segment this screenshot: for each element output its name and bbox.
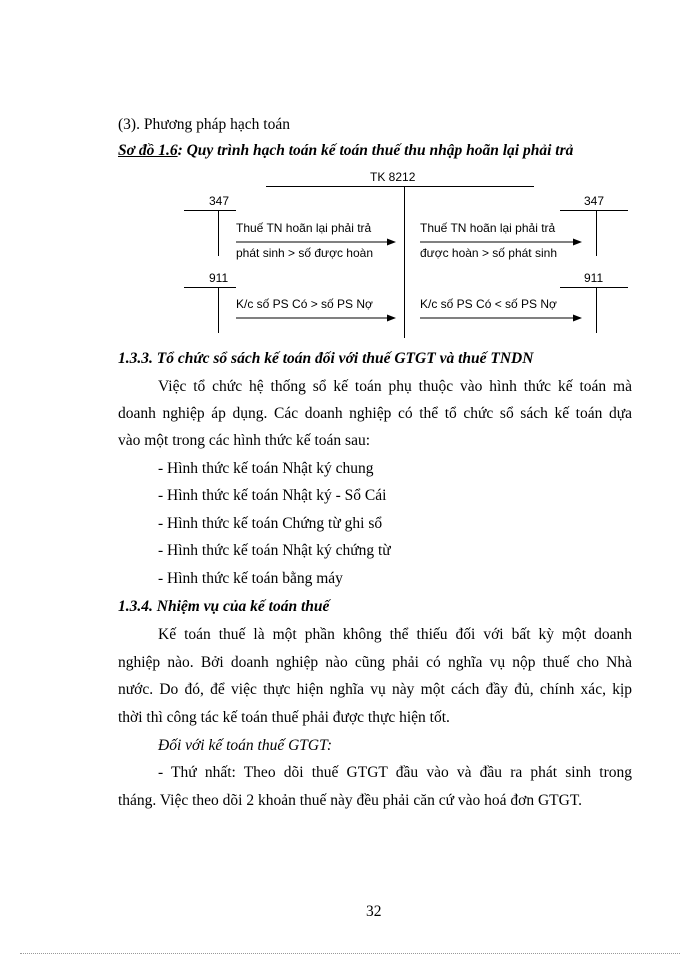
right-top-account-label: 347 bbox=[584, 194, 605, 208]
arrow-left-bottom-head bbox=[387, 315, 396, 322]
para-134-line2: nghiệp nào. Bởi doanh nghiệp nào cũng phải có nghĩa vụ nộp thuế cho Nhà bbox=[118, 654, 632, 671]
bullet-item: - Hình thức kế toán Chứng từ ghi sổ bbox=[158, 515, 383, 532]
para-134-line3: nước. Do đó, để việc thực hiện nghĩa vụ này một cách đầy đủ, chính xác, kịp bbox=[118, 681, 632, 698]
para-133-line2: doanh nghiệp áp dụng. Các doanh nghiệp có thể tổ chức sổ sách kế toán dựa bbox=[118, 405, 632, 422]
bullet-item: - Hình thức kế toán bằng máy bbox=[158, 570, 343, 587]
bullet-item: - Hình thức kế toán Nhật ký chứng từ bbox=[158, 542, 391, 559]
page-bottom-divider bbox=[20, 953, 680, 954]
right-top-entry-line1: Thuế TN hoãn lại phải trả bbox=[420, 221, 556, 235]
center-account-label: TK 8212 bbox=[370, 170, 416, 184]
para-133-line1: Việc tổ chức hệ thống sổ kế toán phụ thuộc vào hình thức kế toán mà bbox=[158, 378, 632, 395]
left-top-entry-line2: phát sinh > số được hoàn bbox=[236, 246, 373, 260]
gtgt-heading: Đối với kế toán thuế GTGT: bbox=[158, 737, 333, 754]
left-bottom-account-label: 911 bbox=[209, 271, 229, 285]
gtgt-para-line2: tháng. Việc theo dõi 2 khoản thuế này đều phải căn cứ vào hoá đơn GTGT. bbox=[118, 792, 583, 809]
heading-133: 1.3.3. Tổ chức sổ sách kế toán đối với thuế GTGT và thuế TNDN bbox=[118, 350, 534, 367]
arrow-left-top-head bbox=[387, 239, 396, 246]
para-134-line4: thời thì công tác kế toán thuế phải được thực hiện tốt. bbox=[118, 709, 450, 726]
bullet-item: - Hình thức kế toán Nhật ký chung bbox=[158, 460, 374, 477]
bullet-item: - Hình thức kế toán Nhật ký - Sổ Cái bbox=[158, 487, 387, 504]
left-top-account-label: 347 bbox=[209, 194, 230, 208]
left-top-entry-line1: Thuế TN hoãn lại phải trả bbox=[236, 221, 372, 235]
heading-134: 1.3.4. Nhiệm vụ của kế toán thuế bbox=[118, 598, 330, 615]
para-133-line3: vào một trong các hình thức kế toán sau: bbox=[118, 432, 371, 449]
arrow-right-top-head bbox=[573, 239, 582, 246]
page-number: 32 bbox=[366, 903, 382, 920]
diagram-caption-label: Sơ đồ 1.6 bbox=[118, 142, 178, 159]
right-bottom-account-label: 911 bbox=[584, 271, 604, 285]
para-134-line1: Kế toán thuế là một phần không thể thiếu đối với bất kỳ một doanh bbox=[158, 626, 632, 643]
left-bottom-entry-label: K/c số PS Có > số PS Nợ bbox=[236, 297, 373, 311]
diagram-caption-title: : Quy trình hạch toán kế toán thuế thu nhập hoãn lại phải trả bbox=[177, 142, 574, 159]
right-top-entry-line2: được hoàn > số phát sinh bbox=[420, 246, 557, 260]
gtgt-para-line1: - Thứ nhất: Theo dõi thuế GTGT đầu vào và đầu ra phát sinh trong bbox=[158, 764, 632, 781]
section-heading: (3). Phương pháp hạch toán bbox=[118, 116, 290, 133]
arrow-right-bottom-head bbox=[573, 315, 582, 322]
right-bottom-entry-label: K/c số PS Có < số PS Nợ bbox=[420, 297, 557, 311]
